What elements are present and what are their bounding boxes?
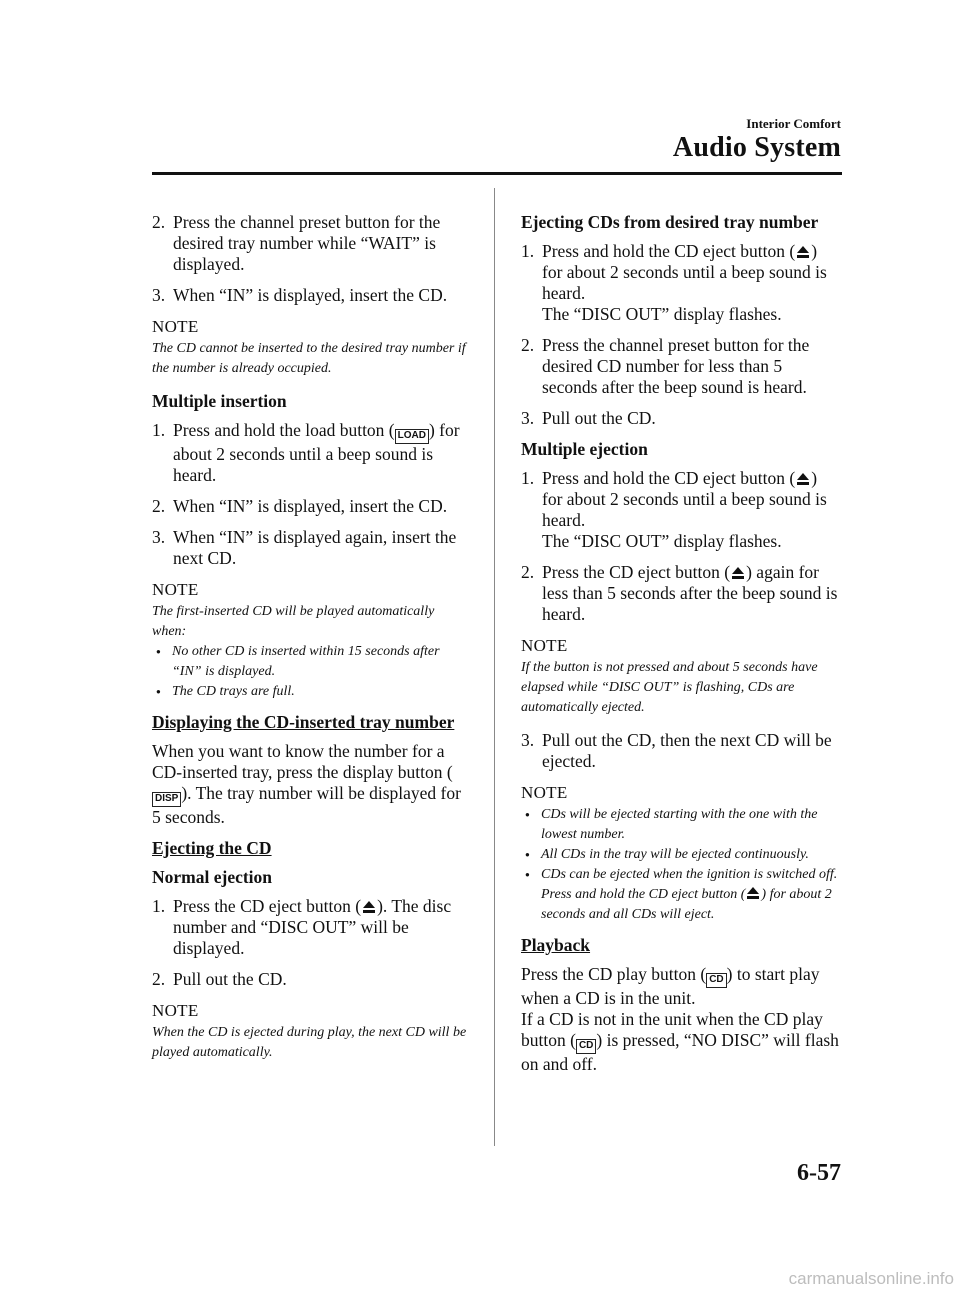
note-text: If the button is not pressed and about 5 seconds have elapsed while “DISC OUT” is flashing, CDs are automatically ejected.: [521, 660, 818, 715]
playback-heading: Playback: [521, 935, 591, 955]
step-number: 3.: [521, 408, 535, 428]
para-text-c: If a CD is not in the unit when the CD play button (: [521, 1009, 823, 1050]
note-label: NOTE: [152, 1001, 199, 1020]
displaying-tray-heading: Displaying the CD-inserted tray number: [152, 712, 455, 732]
note-text: The CD cannot be inserted to the desired tray number if the number is already occupied.: [152, 341, 466, 376]
step-3-pull-next: [521, 730, 841, 772]
step-number: 1.: [152, 420, 166, 440]
note-bullet: ● No other CD is inserted within 15 seconds after “IN” is displayed.: [152, 642, 472, 682]
step-3-pull-out: [521, 408, 841, 429]
step-text: Press the channel preset button for the desired CD number for less than 5 seconds after the beep sound is heard.: [542, 335, 810, 397]
step-number: 3.: [521, 730, 535, 750]
desired-tray-heading: Ejecting CDs from desired tray number: [521, 212, 819, 232]
step-number: 2.: [152, 212, 166, 232]
note-text: When the CD is ejected during play, the next CD will be played automatically.: [152, 1025, 467, 1060]
note-bullet-list: [521, 805, 841, 925]
step-text: Pull out the CD.: [173, 969, 287, 989]
step-1-eject: [152, 896, 472, 959]
eject-icon: [745, 886, 761, 900]
step-text-a: Press the CD eject button (: [542, 562, 731, 582]
step-text-b: ) again for less than 5 seconds after the beep sound is heard.: [542, 562, 838, 624]
right-column: [521, 212, 841, 1075]
watermark[interactable]: carmanualsonline.info: [788, 1269, 954, 1288]
step-text-a: Press the CD eject button (: [173, 896, 362, 916]
step-2-preset: [521, 335, 841, 398]
eject-icon: [795, 472, 811, 486]
display-paragraph: [152, 741, 472, 828]
page-number: 6-57: [797, 1160, 841, 1186]
step-text-c: The “DISC OUT” display flashes.: [542, 304, 782, 324]
header-section-label: Interior Comfort: [746, 116, 841, 131]
multiple-insertion-heading: Multiple insertion: [152, 391, 287, 411]
multiple-ejection-heading: Multiple ejection: [521, 439, 648, 459]
step-text: When “IN” is displayed, insert the CD.: [173, 496, 448, 516]
step-text: When “IN” is displayed, insert the CD.: [173, 285, 448, 305]
step-1-hold-eject-multi: [521, 468, 841, 552]
note-bullet-list: [152, 642, 472, 702]
note-bullet: ● CDs will be ejected starting with the one with the lowest number.: [521, 805, 841, 845]
step-2-eject-again: [521, 562, 841, 625]
bullet-text-a: CDs can be ejected when the ignition is switched off. Press and hold the CD eject button (: [541, 867, 838, 902]
normal-ejection-heading: Normal ejection: [152, 867, 273, 887]
eject-icon: [361, 900, 377, 914]
step-text: When “IN” is displayed again, insert the next CD.: [173, 527, 457, 568]
header-rule: [152, 172, 842, 175]
para-text-b: ). The tray number will be displayed for 5 seconds.: [152, 783, 461, 827]
left-column: [152, 212, 472, 1075]
note-bullet: [521, 865, 841, 925]
step-text-b: ) for about 2 seconds until a beep sound is heard.: [542, 468, 827, 530]
note-label: NOTE: [152, 580, 199, 599]
step-text-a: Press and hold the CD eject button (: [542, 468, 796, 488]
para-text-b: ) to start play when a CD is in the unit.: [521, 964, 820, 1008]
step-2-pull-out: [152, 969, 472, 990]
eject-icon: [730, 566, 746, 580]
note-bullet: ● All CDs in the tray will be ejected continuously.: [521, 845, 841, 865]
cd-button-icon: CD: [706, 973, 726, 988]
step-2-insert: [152, 496, 472, 517]
step-text-b: ) for about 2 seconds until a beep sound is heard.: [542, 241, 827, 303]
step-number: 1.: [152, 896, 166, 916]
disp-button-icon: DISP: [152, 792, 181, 807]
step-text-a: Press and hold the CD eject button (: [542, 241, 796, 261]
step-number: 1.: [521, 468, 535, 488]
step-text: Pull out the CD.: [542, 408, 656, 428]
playback-paragraph: [521, 964, 841, 1075]
step-3-insert-next: [152, 527, 472, 569]
step-1-load: [152, 420, 472, 486]
eject-icon: [795, 245, 811, 259]
para-text-a: When you want to know the number for a CD-inserted tray, press the display button (: [152, 741, 453, 782]
bullet-text-b: ) for about 2 seconds and all CDs will eject.: [541, 887, 832, 922]
note-bullet: ● The CD trays are full.: [152, 682, 472, 702]
step-text-c: The “DISC OUT” display flashes.: [542, 531, 782, 551]
load-button-icon: LOAD: [395, 429, 429, 444]
note-text: The first-inserted CD will be played automatically when:: [152, 604, 435, 639]
step-number: 3.: [152, 285, 166, 305]
step-text-b: ) for about 2 seconds until a beep sound is heard.: [173, 420, 460, 485]
step-number: 2.: [521, 562, 535, 582]
step-1-hold-eject: [521, 241, 841, 325]
para-text-d: ) is pressed, “NO DISC” will flash on and off.: [521, 1030, 839, 1074]
note-label: NOTE: [152, 317, 199, 336]
ejecting-cd-heading: Ejecting the CD: [152, 838, 272, 858]
step-2-channel-preset: [152, 212, 472, 275]
step-text: Press the channel preset button for the desired tray number while “WAIT” is displayed.: [173, 212, 441, 274]
step-text-b: ). The disc number and “DISC OUT” will be displayed.: [173, 896, 452, 958]
header-title: Audio System: [672, 132, 841, 163]
step-text: Pull out the CD, then the next CD will be ejected.: [542, 730, 832, 771]
para-text-a: Press the CD play button (: [521, 964, 707, 984]
column-divider: [494, 188, 495, 1146]
note-label: NOTE: [521, 636, 568, 655]
step-3-insert-cd: [152, 285, 472, 306]
note-label: NOTE: [521, 783, 568, 802]
cd-button-icon: CD: [576, 1039, 596, 1054]
step-number: 2.: [152, 969, 166, 989]
step-number: 2.: [152, 496, 166, 516]
step-number: 2.: [521, 335, 535, 355]
step-number: 1.: [521, 241, 535, 261]
step-number: 3.: [152, 527, 166, 547]
step-text-a: Press and hold the load button (: [173, 420, 395, 440]
